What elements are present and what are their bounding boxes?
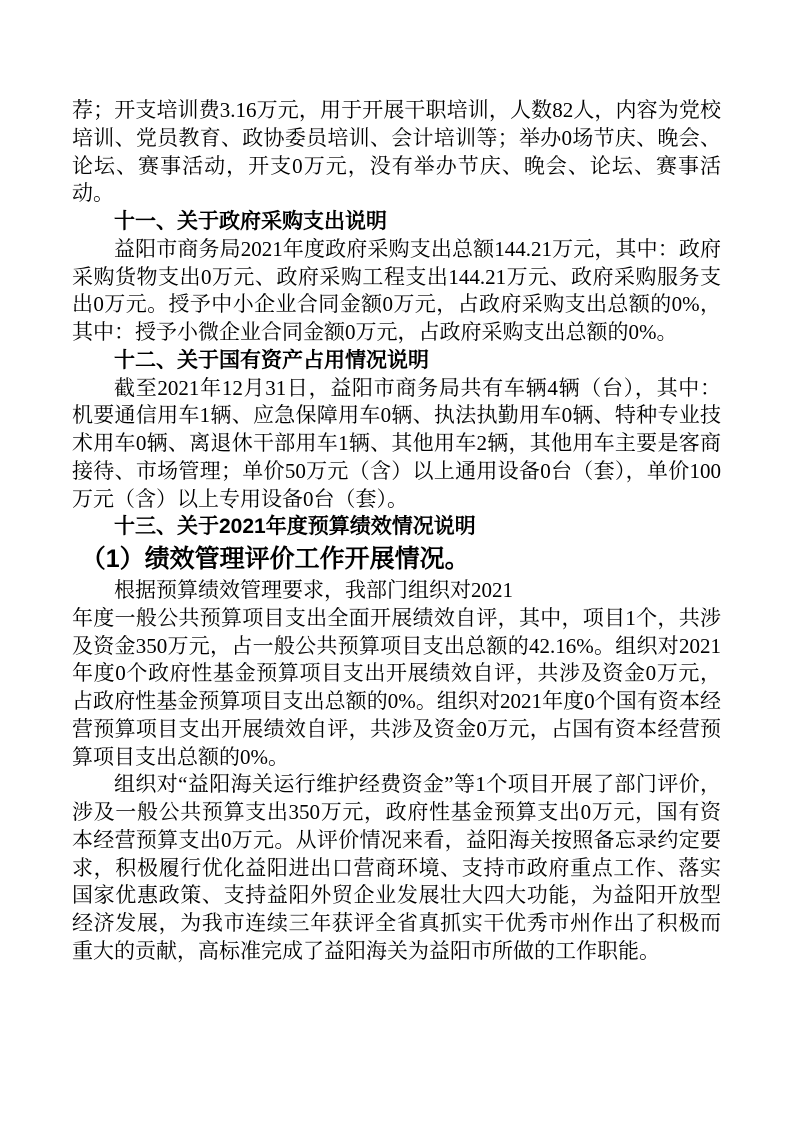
paragraph-performance-self-evaluation: 年度一般公共预算项目支出全面开展绩效自评，其中，项目1个，共涉及资金350万元，占一般公共预算项目支出总额的42.16%。组织对2021年度0个政府性基金预算项目支出开展绩效自评，共涉及资金0万元，占政府性基金预算项目支出总额的0%。组织对2021年度0个国有资本经营预算项目支出开展绩效自评，共涉及资金0万元，占国有资本经营预算项目支出总额的0%。 — [72, 605, 721, 769]
paragraph-performance-intro-line: 根据预算绩效管理要求，我部门组织对2021 — [114, 578, 513, 602]
section-heading-budget-performance: 十三、关于2021年度预算绩效情况说明 — [114, 515, 476, 539]
paragraph-state-owned-assets: 截至2021年12月31日，益阳市商务局共有车辆4辆（台），其中：机要通信用车1辆、应急保障用车0辆、执法执勤用车0辆、特种专业技术用车0辆、离退休干部用车1辆、其他用车2辆，其他用车主要是客商接待、市场管理；单价50万元（含）以上通用设备0台（套），单价100万元（含）以上专用设备0台（套）。 — [72, 375, 721, 511]
section-heading-state-owned-assets: 十二、关于国有资产占用情况说明 — [114, 348, 429, 372]
paragraph-government-procurement: 益阳市商务局2021年度政府采购支出总额144.21万元，其中：政府采购货物支出0万元、政府采购工程支出144.21万元、政府采购服务支出0万元。授予中小企业合同金额0万元，占政府采购支出总额的0%，其中：授予小微企业合同金额0万元，占政府采购支出总额的0%。 — [72, 236, 721, 344]
paragraph-training-expense-continuation: 荐；开支培训费3.16万元，用于开展干职培训，人数82人，内容为党校培训、党员教育、政协委员培训、会计培训等；举办0场节庆、晚会、论坛、赛事活动，开支0万元，没有举办节庆、晚会、论坛、赛事活动。 — [72, 98, 721, 206]
document-content — [72, 97, 721, 966]
section-heading-government-procurement: 十一、关于政府采购支出说明 — [114, 210, 387, 233]
subsection-heading-performance-evaluation: （1）绩效管理评价工作开展情况。 — [80, 545, 470, 573]
paragraph-customs-project-evaluation: 组织对“益阳海关运行维护经费资金”等1个项目开展了部门评价，涉及一般公共预算支出350万元，政府性基金预算支出0万元，国有资本经营预算支出0万元。从评价情况来看，益阳海关按照备忘录约定要求，积极履行优化益阳进出口营商环境、支持市政府重点工作、落实国家优惠政策、支持益阳外贸企业发展壮大四大功能，为益阳开放型经济发展，为我市连续三年获评全省真抓实干优秀市州作出了积极而重大的贡献，高标准完成了益阳海关为益阳市所做的工作职能。 — [72, 772, 721, 963]
